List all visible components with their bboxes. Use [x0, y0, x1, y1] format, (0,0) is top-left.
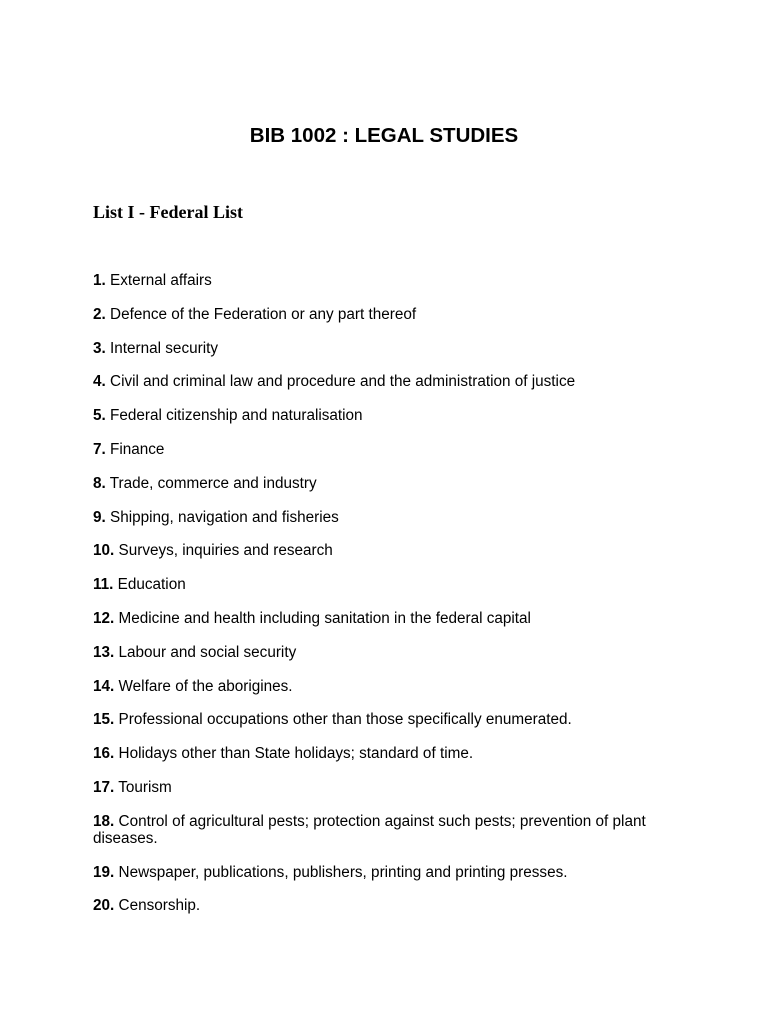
list-item [93, 272, 673, 289]
item-number: 2. [93, 305, 106, 323]
item-text: Trade, commerce and industry [109, 474, 317, 492]
list-item [93, 407, 673, 424]
item-text: Surveys, inquiries and research [118, 542, 333, 560]
list-item [93, 441, 673, 458]
list-item [93, 340, 673, 357]
item-text: Labour and social security [118, 643, 297, 661]
list-item [93, 864, 673, 881]
item-text: Finance [110, 440, 165, 458]
item-text: External affairs [110, 272, 212, 289]
item-number: 13. [93, 643, 115, 661]
item-text: Tourism [118, 778, 172, 796]
item-text: Internal security [110, 339, 218, 357]
item-number: 16. [93, 745, 115, 763]
item-number: 10. [93, 542, 115, 560]
list-heading: List I - Federal List [93, 202, 243, 222]
list-item [93, 897, 673, 914]
item-text: Education [117, 576, 186, 594]
item-number: 20. [93, 897, 115, 915]
item-text: Holidays other than State holidays; standard of time. [118, 745, 474, 763]
item-text: Defence of the Federation or any part thereof [110, 305, 417, 323]
item-text: Professional occupations other than those specifically enumerated. [118, 711, 572, 729]
item-text: Civil and criminal law and procedure and the administration of justice [110, 373, 576, 391]
list-item [93, 813, 673, 847]
item-number: 18. [93, 812, 115, 830]
item-number: 9. [93, 508, 106, 526]
item-number: 8. [93, 474, 106, 492]
list-item [93, 745, 673, 762]
federal-list [93, 272, 673, 931]
list-item [93, 576, 673, 593]
list-item [93, 779, 673, 796]
item-text: Shipping, navigation and fisheries [110, 508, 339, 526]
item-text: Federal citizenship and naturalisation [110, 407, 363, 425]
list-item [93, 475, 673, 492]
item-number: 14. [93, 677, 115, 695]
item-number: 17. [93, 778, 115, 796]
list-item [93, 542, 673, 559]
item-number: 7. [93, 440, 106, 458]
item-number: 1. [93, 272, 106, 289]
list-item [93, 509, 673, 526]
item-number: 19. [93, 863, 115, 881]
document-title: BIB 1002 : LEGAL STUDIES [249, 124, 519, 147]
item-number: 15. [93, 711, 115, 729]
list-item [93, 644, 673, 661]
item-text: Welfare of the aborigines. [118, 677, 293, 695]
item-number: 11. [93, 576, 114, 594]
item-text: Censorship. [118, 897, 201, 915]
item-number: 12. [93, 609, 115, 627]
list-item [93, 306, 673, 323]
item-text: Medicine and health including sanitation in the federal capital [118, 609, 531, 627]
item-number: 3. [93, 339, 106, 357]
item-text: Control of agricultural pests; protection against such pests; prevention of plant diseases. [93, 812, 646, 847]
item-number: 5. [93, 407, 106, 425]
item-text: Newspaper, publications, publishers, printing and printing presses. [118, 863, 568, 881]
list-item [93, 711, 673, 728]
item-number: 4. [93, 373, 106, 391]
list-item [93, 373, 673, 390]
list-item [93, 610, 673, 627]
list-item [93, 678, 673, 695]
